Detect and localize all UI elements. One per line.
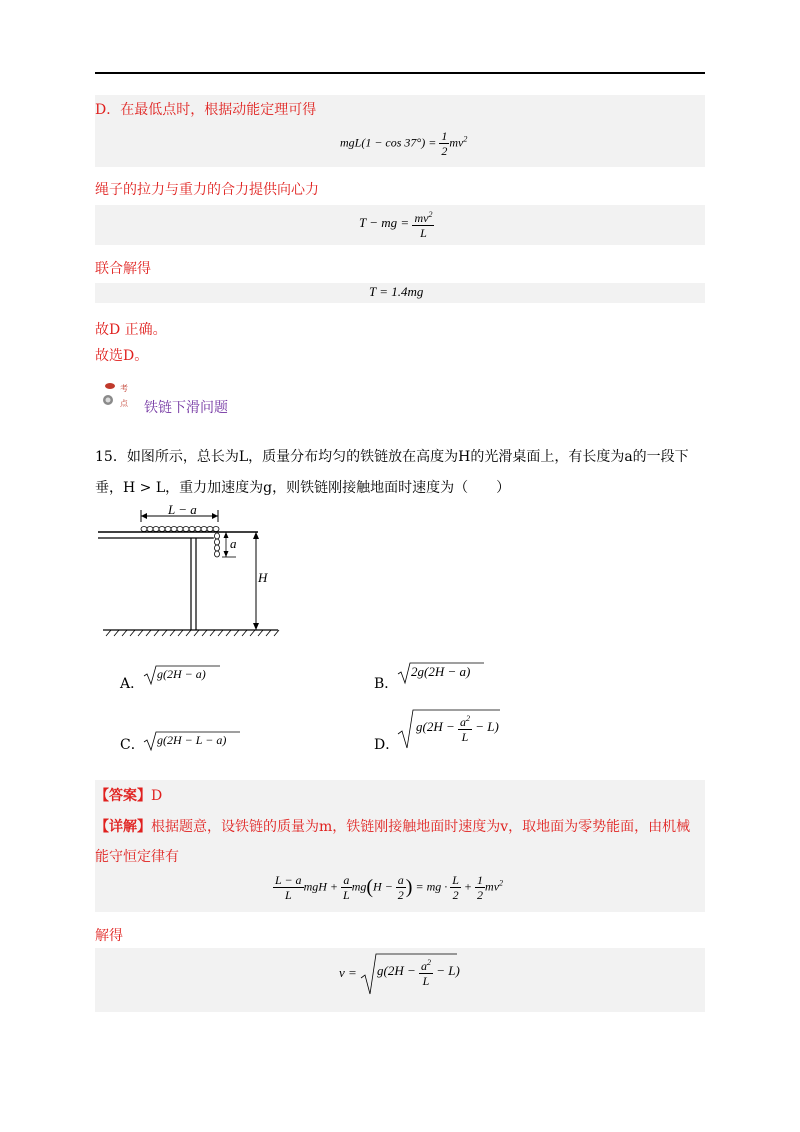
- equation-5-root: [359, 952, 459, 1000]
- solve-text: 解得: [95, 928, 123, 944]
- option-b-text: 2g(2H − a): [411, 664, 471, 679]
- solution-box-2: [95, 205, 705, 245]
- figure-label-a: a: [230, 536, 237, 551]
- option-b-letter: B．: [374, 676, 399, 692]
- answer-value: D: [151, 788, 163, 804]
- option-a-expr: [142, 664, 222, 690]
- detail-line-1: [95, 816, 690, 836]
- option-d-expr: [396, 708, 502, 754]
- option-d-body: g(2H − $\frac{a^2}{L}$ − L): [416, 714, 499, 744]
- choose-d-text: 故选D。: [95, 348, 149, 364]
- equation-2: T − mg = $\frac{mv^2}{L}$: [359, 210, 433, 240]
- option-a-letter: A．: [120, 676, 145, 692]
- equation-5-body: g(2H − $\frac{a^2}{L}$ − L): [377, 958, 460, 988]
- option-a-text: g(2H − a): [157, 667, 206, 681]
- solution-box-3: [95, 283, 705, 303]
- detail-line-2: 能守恒定律有: [95, 849, 179, 865]
- d-line: D．在最低点时，根据动能定理可得: [95, 102, 317, 118]
- answer-box: [95, 780, 705, 912]
- equation-3: T = 1.4mg: [369, 284, 424, 299]
- kaodian-icon: [98, 378, 142, 414]
- equation-1: mgL(1 − cos 37°) = $\frac{1}{2}$ $mv^2$: [340, 129, 468, 158]
- option-b-expr: [396, 661, 486, 689]
- figure-label-l-minus-a: L − a: [168, 502, 197, 517]
- solution-box-1: [95, 95, 705, 167]
- equation-4: $\frac{L - a}{L}$ mgH + $\frac{a}{L}$ mg(H − $\frac{a}{2}$ ) = mg · $\frac{L}{2}$ + $\frac{1}{2}$ $mv^2$: [275, 873, 504, 902]
- figure-label-h: H: [258, 570, 268, 585]
- question-line-2: 垂，H > L，重力加速度为g，则铁链刚接触地面时速度为（ ）: [95, 480, 511, 496]
- answer-line: [95, 785, 162, 805]
- rope-text: 绳子的拉力与重力的合力提供向心力: [95, 182, 319, 198]
- detail-text-1: 根据题意，设铁链的质量为m，铁链刚接触地面时速度为v，取地面为零势能面，由机械: [151, 819, 691, 835]
- kaodian-title: 铁链下滑问题: [144, 400, 228, 416]
- chain-figure: [98, 500, 288, 640]
- option-c-letter: C．: [120, 737, 145, 753]
- combine-text: 联合解得: [95, 261, 151, 277]
- answer-label: 【答案】: [95, 788, 151, 804]
- option-d-letter: D．: [374, 737, 400, 753]
- option-c-expr: [142, 730, 242, 756]
- d-correct-text: 故D 正确。: [95, 322, 167, 338]
- option-c-text: g(2H − L − a): [157, 733, 227, 747]
- equation-5-lhs: v =: [339, 965, 357, 980]
- solution-box-final: [95, 948, 705, 1012]
- svg-text:点: 点: [120, 399, 128, 408]
- top-rule: [95, 72, 705, 74]
- svg-text:考: 考: [120, 384, 128, 393]
- question-line-1: 15．如图所示，总长为L，质量分布均匀的铁链放在高度为H的光滑桌面上，有长度为a的一段下: [95, 449, 689, 465]
- detail-label: 【详解】: [95, 819, 151, 835]
